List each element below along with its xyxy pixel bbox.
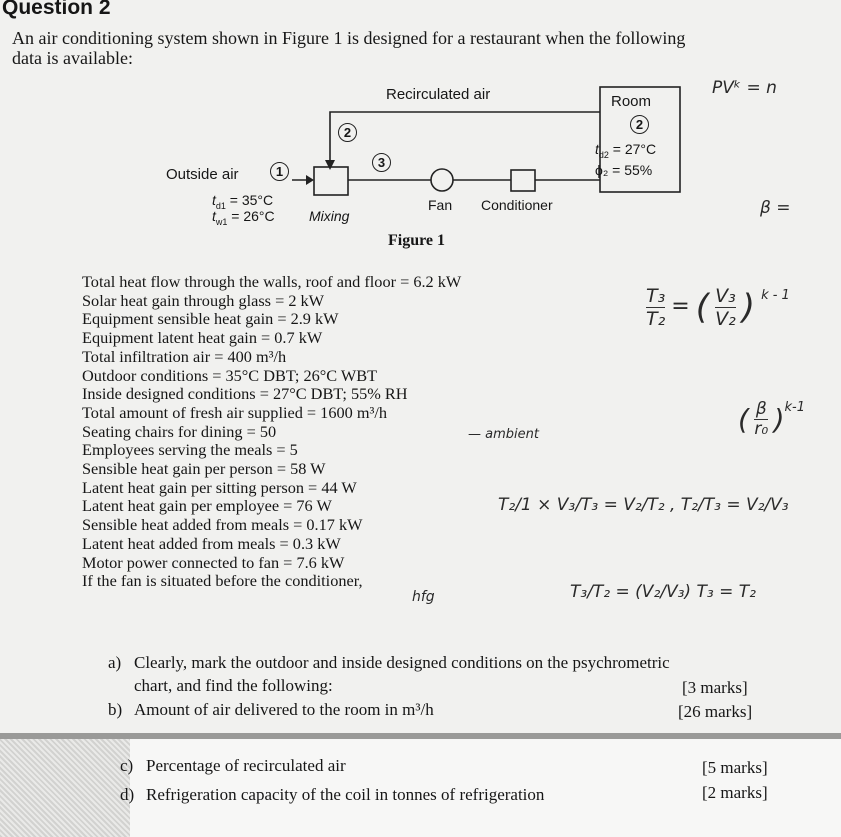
q-b-label: b) <box>108 700 123 719</box>
recirculated-duct <box>330 112 600 166</box>
q-a-marks: [3 marks] <box>682 678 748 697</box>
q-a-text-2: chart, and find the following: <box>134 676 333 695</box>
q-b-marks: [26 marks] <box>678 702 753 721</box>
room-dbt-label: $t_{d2} = 27^\circ C$ <box>595 141 657 160</box>
fan-symbol <box>431 169 453 191</box>
data-line: Sensible heat gain per person = 58 W <box>82 459 326 478</box>
data-line: Inside designed conditions = 27°C DBT; 55% RH <box>82 384 408 404</box>
outside-air-label: Outside air <box>166 166 239 183</box>
q-d-marks: [2 marks] <box>702 783 768 802</box>
state-1-marker: 1 <box>270 162 289 181</box>
handwritten-pvk: PVᵏ = n <box>712 78 777 98</box>
handwritten-eq1: $\frac{\text{T₃}}{\text{T₂}}$ = ( $\frac{\text{V₃}}{\text{V₂}}$ ) $^{k - 1}$ <box>646 285 790 330</box>
data-line: Outdoor conditions = 35°C DBT; 26°C WBT <box>82 365 378 385</box>
q-c-text: Percentage of recirculated air <box>146 756 346 775</box>
data-line: Equipment sensible heat gain = 2.9 kW <box>82 309 339 329</box>
handwritten-mult: T₂/1 × V₃/T₃ = V₂/T₂ , T₂/T₃ = V₂/V₃ <box>498 495 789 515</box>
handwritten-eq2: T₃/T₂ = (V₂/V₃) T₃ = T₂ <box>570 582 756 602</box>
q-c-label: c) <box>120 756 134 775</box>
q-a-text: Clearly, mark the outdoor and inside designed conditions on the psychrometric <box>134 653 670 672</box>
state-2-marker-room: 2 <box>630 115 649 134</box>
handwritten-ambient: — ambient <box>468 427 539 442</box>
figure-caption: Figure 1 <box>388 232 446 249</box>
outside-arrow-icon <box>306 175 314 185</box>
q-d-label: d) <box>120 785 135 804</box>
mixing-box <box>314 167 348 195</box>
data-line: If the fan is situated before the conditioner, <box>82 571 363 591</box>
fan-label: Fan <box>428 197 453 213</box>
q-c-marks: [5 marks] <box>702 758 768 777</box>
state-3-marker: 3 <box>372 153 391 172</box>
handwritten-hfg: hfg <box>412 589 435 605</box>
data-line: Equipment latent heat gain = 0.7 kW <box>82 328 323 348</box>
q-b-text: Amount of air delivered to the room in m³/h <box>134 700 434 719</box>
room-rh-label: ϕ₂ = 55% <box>595 162 653 178</box>
outdoor-dbt-label: $t_{d1} = 35^\circ C$ <box>212 192 274 211</box>
data-line: Total amount of fresh air supplied = 1600 m³/h <box>82 402 388 422</box>
shadow-texture <box>0 739 130 837</box>
recirculated-label: Recirculated air <box>386 86 491 103</box>
intro-line-1: An air conditioning system shown in Figure 1 is designed for a restaurant when the following <box>12 28 686 48</box>
data-line: Seating chairs for dining = 50 <box>82 421 277 441</box>
handwritten-ratio: ( $\frac{\beta}{\text{r₀}}$ )$^{k-1}$ <box>738 399 805 439</box>
data-line: Latent heat added from meals = 0.3 kW <box>82 533 341 553</box>
data-line: Latent heat gain per sitting person = 44 W <box>82 477 357 497</box>
conditioner-label: Conditioner <box>481 197 553 213</box>
intro-line-2: data is available: <box>12 48 133 68</box>
handwritten-beta: β = <box>760 198 791 218</box>
data-line: Total infiltration air = 400 m³/h <box>82 346 287 366</box>
recirc-arrow-icon <box>325 160 335 170</box>
conditioner-symbol <box>511 170 535 191</box>
q-d-text: Refrigeration capacity of the coil in tonnes of refrigeration <box>146 785 545 804</box>
data-line: Motor power connected to fan = 7.6 kW <box>82 552 345 572</box>
q-a-label: a) <box>108 653 122 672</box>
data-line: Latent heat gain per employee = 76 W <box>82 496 332 516</box>
room-label: Room <box>611 93 652 110</box>
system-diagram <box>0 0 841 260</box>
question-title: Question 2 <box>2 0 111 19</box>
data-line: Solar heat gain through glass = 2 kW <box>82 290 325 310</box>
outdoor-wbt-label: $t_{w1} = 26^\circ C$ <box>212 208 275 227</box>
mixing-label: Mixing <box>309 208 350 224</box>
data-line: Total heat flow through the walls, roof and floor = 6.2 kW <box>82 272 462 291</box>
state-2-marker: 2 <box>338 123 357 142</box>
data-line: Employees serving the meals = 5 <box>82 440 298 460</box>
data-line: Sensible heat added from meals = 0.17 kW <box>82 515 363 535</box>
